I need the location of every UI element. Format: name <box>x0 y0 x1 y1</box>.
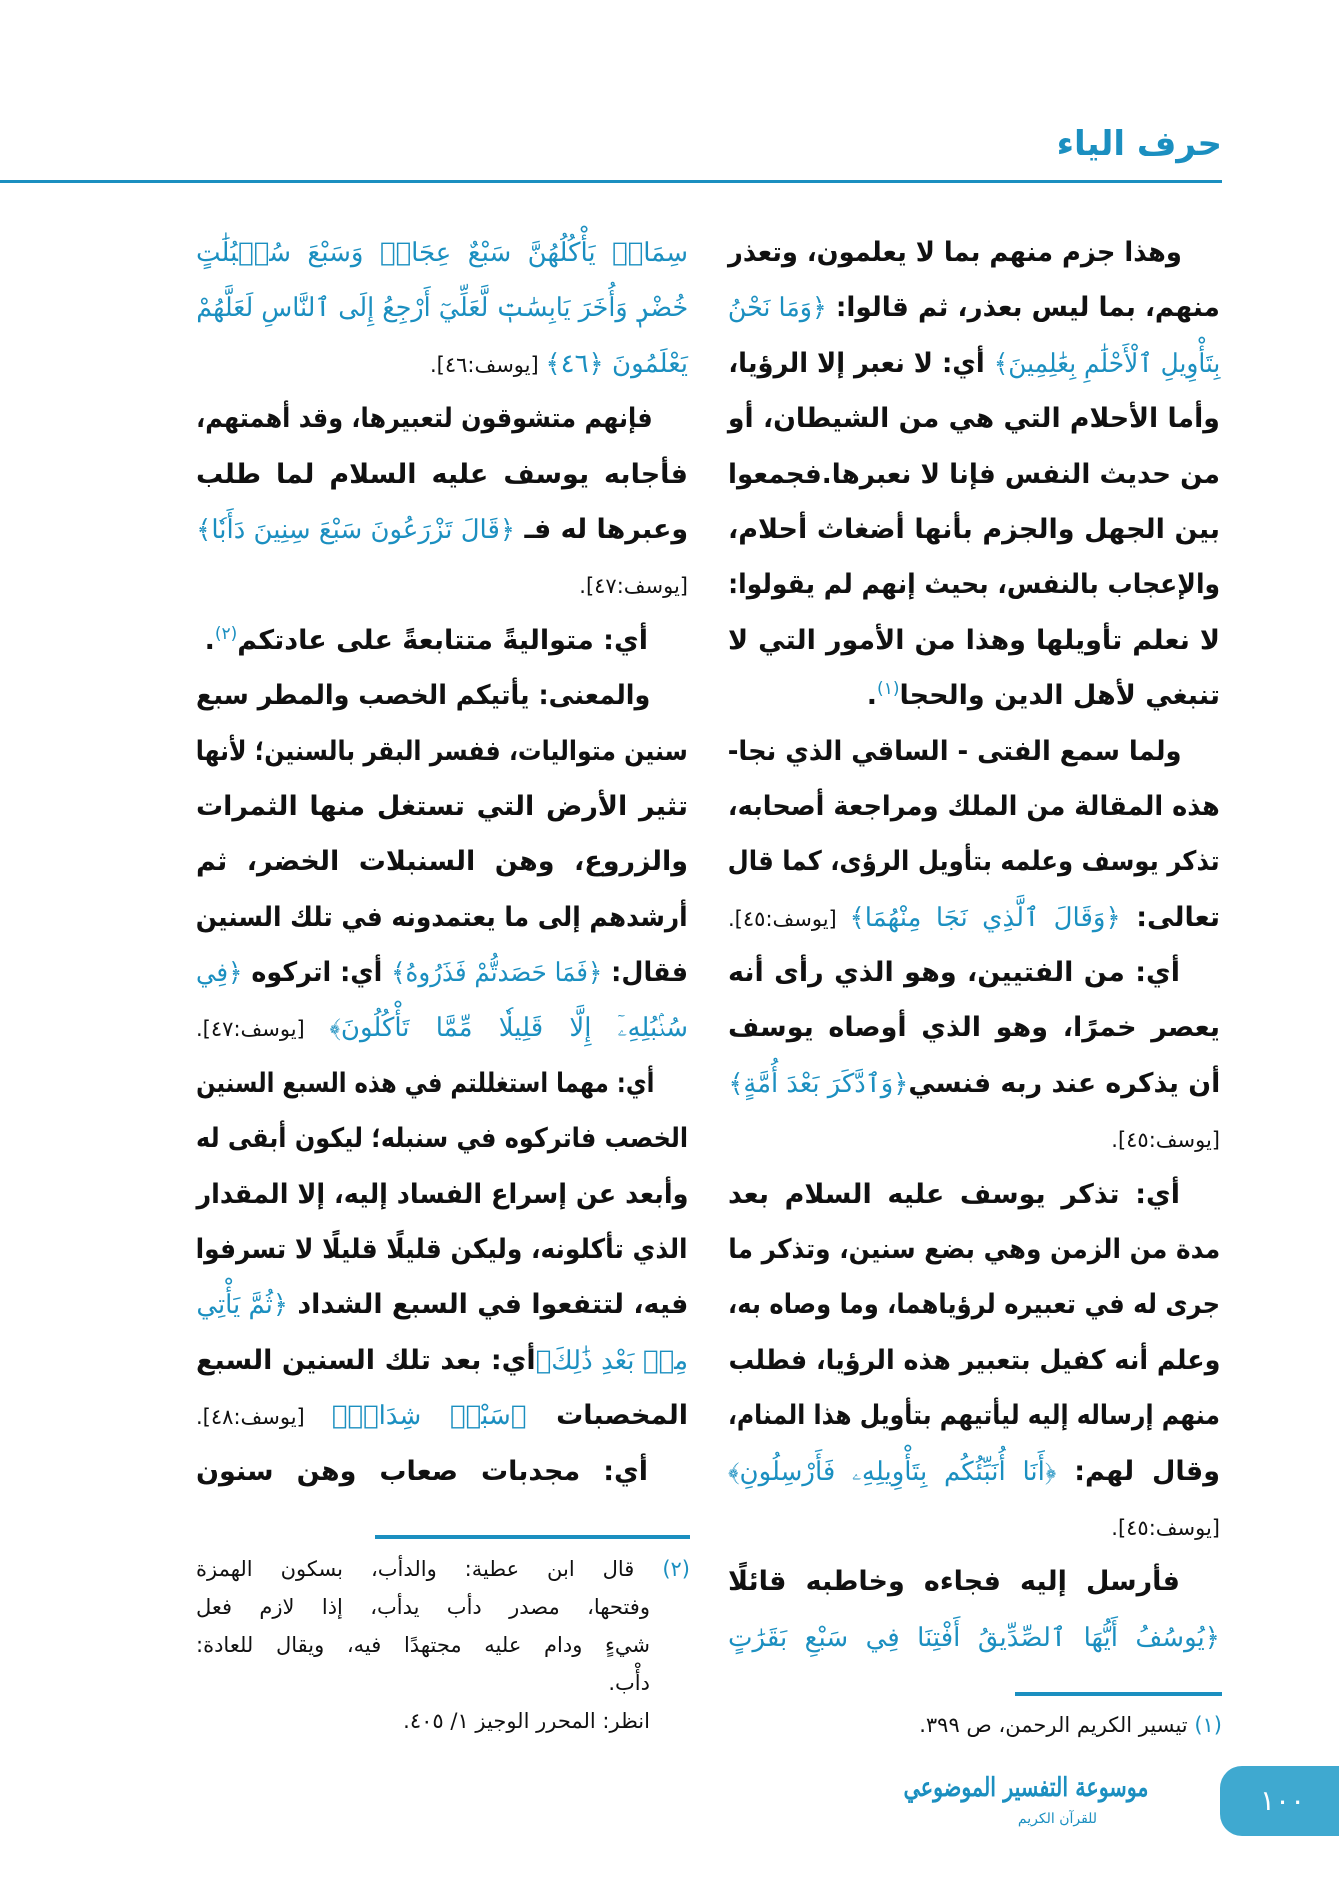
text-line <box>196 1056 688 1111</box>
text-line <box>728 557 1220 612</box>
footnote-source: انظر: المحرر الوجيز ١/ ٤٠٥. <box>403 1709 650 1733</box>
body-text: سنين متواليات، ففسر البقر بالسنين؛ لأنها <box>196 735 688 767</box>
verse-reference: [يوسف:٤٥]. <box>728 906 850 931</box>
logo-subtitle: للقرآن الكريم <box>1017 1811 1098 1827</box>
body-text: أي: مجدبات صعاب وهن سنون <box>196 1455 648 1487</box>
footnote-marker: (٢) <box>214 623 238 644</box>
text-line <box>196 1167 688 1222</box>
body-text: الخصب فاتركوه في سنبله؛ ليكون أبقى له <box>196 1123 688 1155</box>
text-line <box>728 1277 1220 1332</box>
body-text: منهم إرساله إليه ليأتيهم بتأويل هذا المنام، <box>727 1400 1220 1432</box>
body-text: هذه المقالة من الملك ومراجعة أصحابه، <box>727 790 1220 822</box>
body-text: تعالى: <box>1120 901 1220 933</box>
text-line <box>196 1000 688 1055</box>
left-text-column <box>196 225 688 1499</box>
text-line <box>196 1333 688 1388</box>
text-line <box>196 945 688 1000</box>
text-line <box>196 391 688 446</box>
footnote-number: (١) <box>1194 1713 1222 1737</box>
text-line <box>728 613 1220 668</box>
header-divider <box>0 180 1222 183</box>
text-line <box>196 779 688 834</box>
body-text: ولما سمع الفتى - الساقي الذي نجا- <box>728 735 1182 767</box>
body-text: . <box>204 624 215 656</box>
body-text: وأبعد عن إسراع الفساد إليه، إلا المقدار <box>195 1178 688 1210</box>
quran-verse: ﴿ثُمَّ يَأْتِي <box>195 1290 288 1321</box>
text-line <box>196 502 688 557</box>
quran-verse: ﴿فِي <box>195 958 243 989</box>
text-line <box>728 1610 1220 1665</box>
text-line <box>196 1222 688 1277</box>
text-line <box>196 613 688 668</box>
body-text: فإنهم متشوقون لتعبيرها، وقد أهمتهم، <box>196 403 653 435</box>
verse-reference: [يوسف:٤٨]. <box>196 1405 332 1430</box>
body-text: لا نعلم تأويلها وهذا من الأمور التي لا <box>728 624 1220 656</box>
text-line <box>728 1333 1220 1388</box>
text-line <box>728 1222 1220 1277</box>
body-text: المخصبات <box>526 1400 688 1432</box>
text-line <box>728 890 1220 945</box>
quran-verse: ﴿وَمَا نَحْنُ <box>728 293 827 324</box>
footnote-divider-right <box>1015 1692 1222 1696</box>
text-line <box>196 724 688 779</box>
text-line <box>728 945 1220 1000</box>
text-line <box>728 1554 1220 1609</box>
body-text: أي: مهما استغللتم في هذه السبع السنين <box>196 1067 655 1099</box>
text-line <box>196 834 688 889</box>
quran-verse: سُنۢبُلِهِۦٓ إِلَّا قَلِيلٗا مِّمَّا تَأْكُلُونَ﴾ <box>329 1013 688 1044</box>
text-line <box>728 1056 1220 1111</box>
footnote-divider-left <box>375 1535 690 1539</box>
footnote-line: قال ابن عطية: والدأب، بسكون الهمزة <box>196 1557 635 1581</box>
body-text: أن يذكره عند ربه فنسي <box>908 1067 1220 1099</box>
body-text: فقال: <box>602 957 688 989</box>
body-text: فيه، لتتفعوا في السبع الشداد <box>287 1289 688 1321</box>
text-line <box>196 1277 688 1332</box>
text-line <box>196 557 688 612</box>
text-line <box>728 1167 1220 1222</box>
text-line <box>196 336 688 391</box>
body-text: يعصر خمرًا، وهو الذي أوصاه يوسف <box>728 1012 1220 1044</box>
text-line <box>728 779 1220 834</box>
quran-verse: يَعْلَمُونَ ﴿٤٦﴾ <box>545 348 688 379</box>
footnote-number: (٢) <box>662 1557 690 1581</box>
body-text: أي: بعد تلك السنين السبع <box>196 1344 536 1376</box>
text-line <box>196 225 688 280</box>
quran-verse: سِمَانٖ يَأْكُلُهُنَّ سَبْعٌ عِجَافٞ وَسَبْعَ سُنۢبُلَٰتٍ <box>196 238 688 268</box>
quran-verse: مِنۢ بَعْدِ ذَٰلِكَ﴾ <box>535 1345 688 1376</box>
footnote-text: تيسير الكريم الرحمن، ص ٣٩٩. <box>919 1713 1188 1737</box>
body-text: من حديث النفس فإنا لا نعبرها.فجمعوا <box>728 458 1220 490</box>
text-line <box>728 1499 1220 1554</box>
text-line <box>196 447 688 502</box>
text-line <box>728 668 1220 723</box>
body-text: . <box>866 680 878 712</box>
body-text: أرشدهم إلى ما يعتمدونه في تلك السنين <box>196 901 688 933</box>
quran-verse: ﴿وَقَالَ ٱلَّذِي نَجَا مِنْهُمَا﴾ <box>849 902 1121 933</box>
footnote-line: شيءٍ ودام عليه مجتهدًا فيه، ويقال للعادة: <box>196 1633 650 1657</box>
body-text: أي: لا نعبر إلا الرؤيا، <box>728 347 994 379</box>
body-text: منهم، بما ليس بعذر، ثم قالوا: <box>826 292 1220 324</box>
page-number: ١٠٠ <box>1220 1766 1339 1836</box>
body-text: أي: تذكر يوسف عليه السلام بعد <box>728 1178 1180 1210</box>
quran-verse: ﴿أَنَا أُنَبِّئُكُم بِتَأْوِيلِهِۦ فَأَرْسِلُونِ﴾ <box>728 1456 1057 1487</box>
footnote-marker: (١) <box>877 679 900 700</box>
chapter-title: حرف الياء <box>1056 124 1222 164</box>
quran-verse: ﴿سَبْعٞ شِدَادٞ﴾ <box>331 1401 527 1432</box>
body-text: جرى له في تعبيره لرؤياهما، وما وصاه به، <box>728 1289 1220 1321</box>
text-line <box>196 890 688 945</box>
quran-verse: ﴿قَالَ تَزْرَعُونَ سَبْعَ سِنِينَ دَأَبٗا﴾ <box>195 514 515 545</box>
text-line <box>728 1111 1220 1166</box>
logo-title: موسوعة التفسير الموضوعي <box>903 1773 1149 1803</box>
body-text: والزروع، وهن السنبلات الخضر، ثم <box>196 846 688 878</box>
body-text: تذكر يوسف وعلمه بتأويل الرؤى، كما قال <box>727 846 1220 878</box>
text-line <box>728 724 1220 779</box>
verse-reference: [يوسف:٤٧]. <box>196 1017 330 1042</box>
body-text: وأما الأحلام التي هي من الشيطان، أو <box>728 403 1220 435</box>
text-line <box>728 225 1220 280</box>
body-text: والإعجاب بالنفس، بحيث إنهم لم يقولوا: <box>727 569 1220 601</box>
footnote-2 <box>196 1550 690 1740</box>
footnote-1 <box>907 1706 1222 1744</box>
text-line <box>728 1444 1220 1499</box>
text-line <box>728 1388 1220 1443</box>
text-line <box>196 668 688 723</box>
body-text: فأجابه يوسف عليه السلام لما طلب <box>196 458 688 490</box>
body-text: وعبرها له فـ <box>514 513 688 545</box>
encyclopedia-logo <box>903 1768 1180 1840</box>
quran-verse: ﴿وَٱدَّكَرَ بَعْدَ أُمَّةٍ﴾ <box>728 1068 909 1099</box>
text-line <box>196 1111 688 1166</box>
body-text: تنبغي لأهل الدين والحجا <box>899 680 1220 712</box>
verse-reference: [يوسف:٤٥]. <box>1111 1515 1220 1540</box>
right-text-column <box>728 225 1220 1665</box>
text-line <box>728 280 1220 335</box>
body-text: أي: متواليةً متتابعةً على عادتكم <box>237 624 648 656</box>
footnote-line: وفتحها، مصدر دأب يدأب، إذا لازم فعل <box>196 1595 650 1619</box>
quran-verse: ﴿يُوسُفُ أَيُّهَا ٱلصِّدِّيقُ أَفْتِنَا فِي سَبْعِ بَقَرَٰتٍ <box>728 1622 1220 1653</box>
body-text: أي: من الفتيين، وهو الذي رأى أنه <box>728 957 1180 989</box>
quran-verse: خُضْرٖ وَأُخَرَ يَابِسَٰتٖ لَّعَلِّيٓ أَرْجِعُ إِلَى ٱلنَّاسِ لَعَلَّهُمْ <box>196 293 688 324</box>
quran-verse: بِتَأْوِيلِ ٱلْأَحْلَٰمِ بِعَٰلِمِينَ﴾ <box>993 348 1220 379</box>
text-line <box>728 502 1220 557</box>
body-text: أي: اتركوه <box>242 957 392 989</box>
body-text: والمعنى: يأتيكم الخصب والمطر سبع <box>196 680 651 712</box>
text-line <box>728 447 1220 502</box>
footnote-line: دأْب. <box>608 1671 650 1695</box>
text-line <box>728 336 1220 391</box>
text-line <box>728 391 1220 446</box>
quran-verse: ﴿فَمَا حَصَدتُّمْ فَذَرُوهُ﴾ <box>391 958 603 989</box>
text-line <box>728 834 1220 889</box>
body-text: تثير الأرض التي تستغل منها الثمرات <box>196 790 688 822</box>
body-text: وعلم أنه كفيل بتعبير هذه الرؤيا، فطلب <box>728 1344 1220 1376</box>
body-text: مدة من الزمن وهي بضع سنين، وتذكر ما <box>728 1234 1220 1266</box>
text-line <box>728 1000 1220 1055</box>
verse-reference: [يوسف:٤٥]. <box>1111 1128 1220 1153</box>
body-text: الذي تأكلونه، وليكن قليلًا قليلًا لا تسرفوا <box>196 1234 688 1266</box>
text-line <box>196 280 688 335</box>
body-text: وقال لهم: <box>1056 1455 1220 1487</box>
verse-reference: [يوسف:٤٧]. <box>579 574 688 599</box>
body-text: وهذا جزم منهم بما لا يعلمون، وتعذر <box>728 237 1182 268</box>
text-line <box>196 1388 688 1443</box>
body-text: بين الجهل والجزم بأنها أضغاث أحلام، <box>728 513 1220 545</box>
body-text: فأرسل إليه فجاءه وخاطبه قائلًا <box>728 1566 1180 1598</box>
verse-reference: [يوسف:٤٦]. <box>429 352 546 377</box>
text-line <box>196 1444 688 1499</box>
